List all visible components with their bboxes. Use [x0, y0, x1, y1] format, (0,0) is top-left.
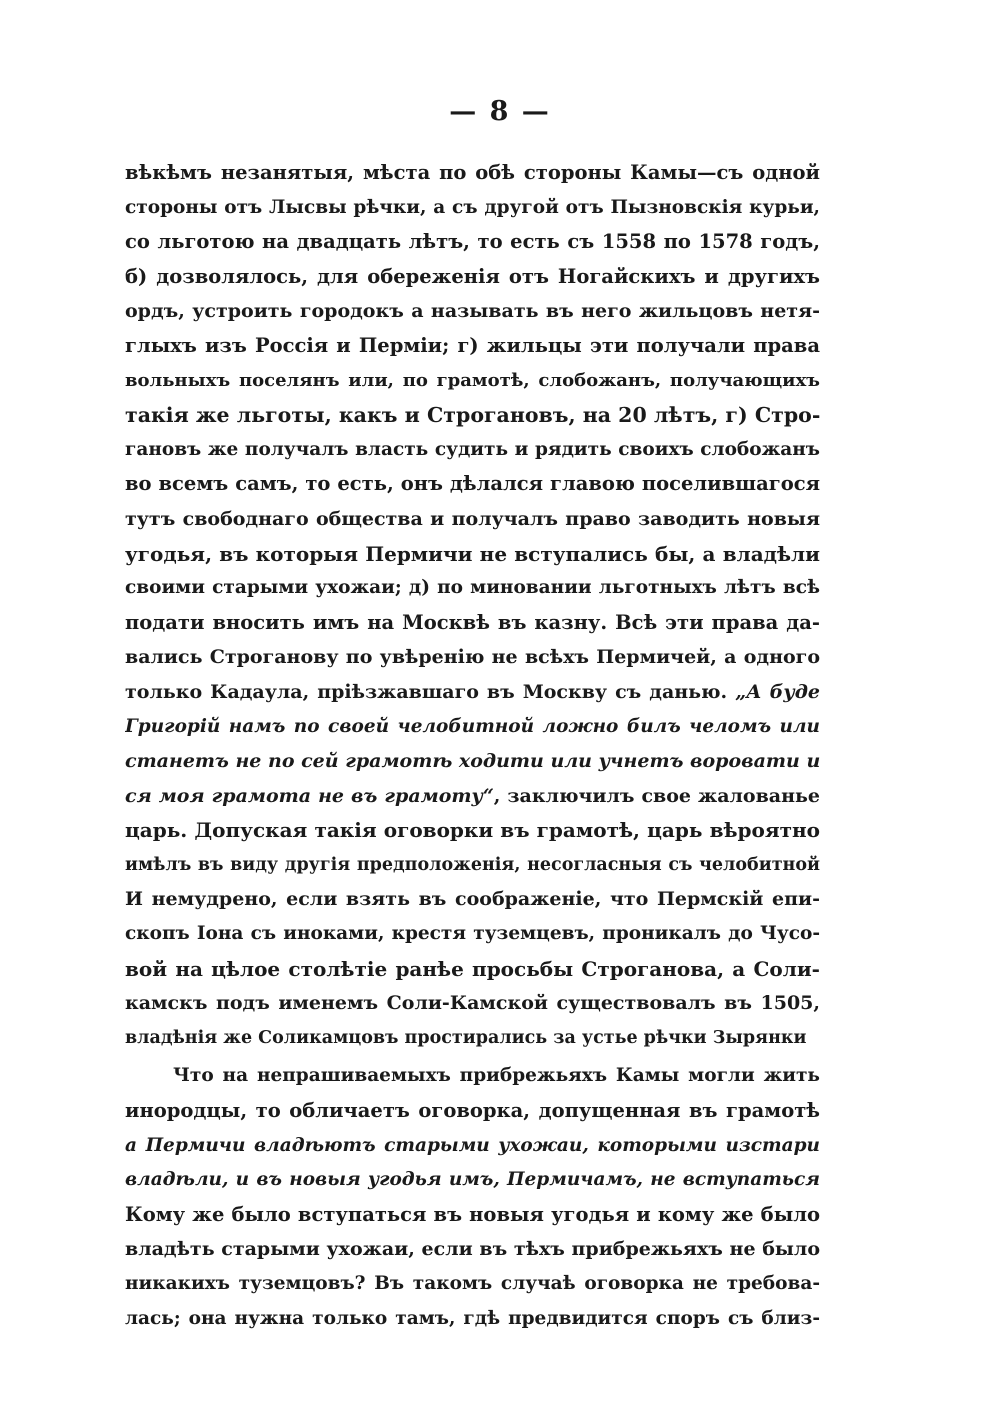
text-line: лась; она нужна только тамъ, гдѣ предвидится споръ съ близ-	[125, 1307, 820, 1329]
text-line: никакихъ туземцовъ? Въ такомъ случаѣ оговорка не требова-	[125, 1273, 820, 1294]
italic-quote-run: „А буде	[735, 680, 820, 703]
text-line: Григорій намъ по своей челобитной ложно билъ челомъ или	[125, 715, 820, 737]
text-line: владѣть старыми ухожаи, если въ тѣхъ прибрежьяхъ не было	[125, 1238, 820, 1261]
text-line	[125, 675, 820, 710]
text-line: И немудрено, если взять въ соображеніе, что Пермскій епи-	[125, 888, 820, 911]
text-line: со льготою на двадцать лѣтъ, то есть съ 1558 по 1578 годъ,	[125, 230, 820, 254]
paragraph	[125, 1059, 820, 1336]
text-run: только Кадаула, пріѣзжавшаго въ Москву съ данью.	[125, 680, 736, 703]
text-line: вались Строганову по увѣренію не всѣхъ Пермичей, а одного	[125, 646, 820, 669]
text-line: вольныхъ поселянъ или, по грамотѣ, слобожанъ, получающихъ	[125, 369, 820, 391]
text-line: вой на цѣлое столѣтіе ранѣе просьбы Строганова, а Соли-	[125, 956, 820, 981]
text-run: , заключилъ свое жалованье	[493, 784, 820, 807]
text-line: своими старыми ухожаи; д) по миновании льготныхъ лѣтъ всѣ	[125, 577, 820, 599]
text-line: тутъ свободнаго общества и получалъ право заводить новыя	[125, 507, 820, 530]
text-line: такія же льготы, какъ и Строгановъ, на 20 лѣтъ, г) Стро-	[125, 403, 820, 428]
text-line: станетъ не по сей грамотѣ ходити или учнетъ воровати и	[125, 750, 820, 773]
text-line	[125, 779, 820, 814]
text-line: камскъ подъ именемъ Соли-Камской существовалъ въ 1505,	[125, 992, 820, 1015]
paragraph	[125, 156, 820, 1055]
text-line: имѣлъ въ виду другія предположенія, несогласныя съ челобитной	[125, 854, 820, 875]
text-line: во всемъ самъ, то есть, онъ дѣлался главою поселившагося	[125, 472, 820, 496]
text-line: ордъ, устроить городокъ а называть въ него жильцовъ нетя-	[125, 300, 820, 323]
text-line: подати вносить имъ на Москвѣ въ казну. Всѣ эти права да-	[125, 610, 820, 634]
text-line: царь. Допуская такія оговорки въ грамотѣ, царь вѣроятно	[125, 818, 820, 843]
text-line: владѣли, и въ новыя угодья имъ, Пермичамъ, не вступаться	[125, 1169, 820, 1191]
text-line: гановъ же получалъ власть судить и рядить своихъ слобожанъ	[125, 438, 820, 460]
page-number: — 8 —	[449, 96, 551, 127]
text-line: вѣкѣмъ незанятыя, мѣста по обѣ стороны Камы—съ одной	[125, 161, 820, 184]
text-line: а Пермичи владѣютъ старыми ухожаи, которыми изстари	[125, 1134, 820, 1156]
text-line: Кому же было вступаться въ новыя угодья и кому же было	[125, 1202, 820, 1226]
text-line: владѣнія же Соликамцовъ простирались за устье рѣчки Зырянки	[125, 1027, 807, 1048]
text-line: глыхъ изъ Россія и Перміи; г) жильцы эти получали права	[125, 333, 820, 357]
text-line: инородцы, то обличаетъ оговорка, допущенная въ грамотѣ	[125, 1099, 820, 1123]
text-line: Что на непрашиваемыхъ прибрежьяхъ Камы могли жить	[173, 1065, 820, 1087]
text-line: скопъ Іона съ иноками, крестя туземцевъ, проникалъ до Чусо-	[125, 923, 820, 945]
text-line: б) дозволялось, для обереженія отъ Ногайскихъ и другихъ	[125, 264, 820, 288]
body-text	[125, 156, 820, 1336]
text-line: стороны отъ Лысвы рѣчки, а съ другой отъ Пызновскія курьи,	[125, 196, 820, 218]
text-line: угодья, въ которыя Пермичи не вступались бы, а владѣли	[125, 541, 820, 566]
italic-quote-run: ся моя грамота не въ грамоту“	[125, 784, 494, 807]
